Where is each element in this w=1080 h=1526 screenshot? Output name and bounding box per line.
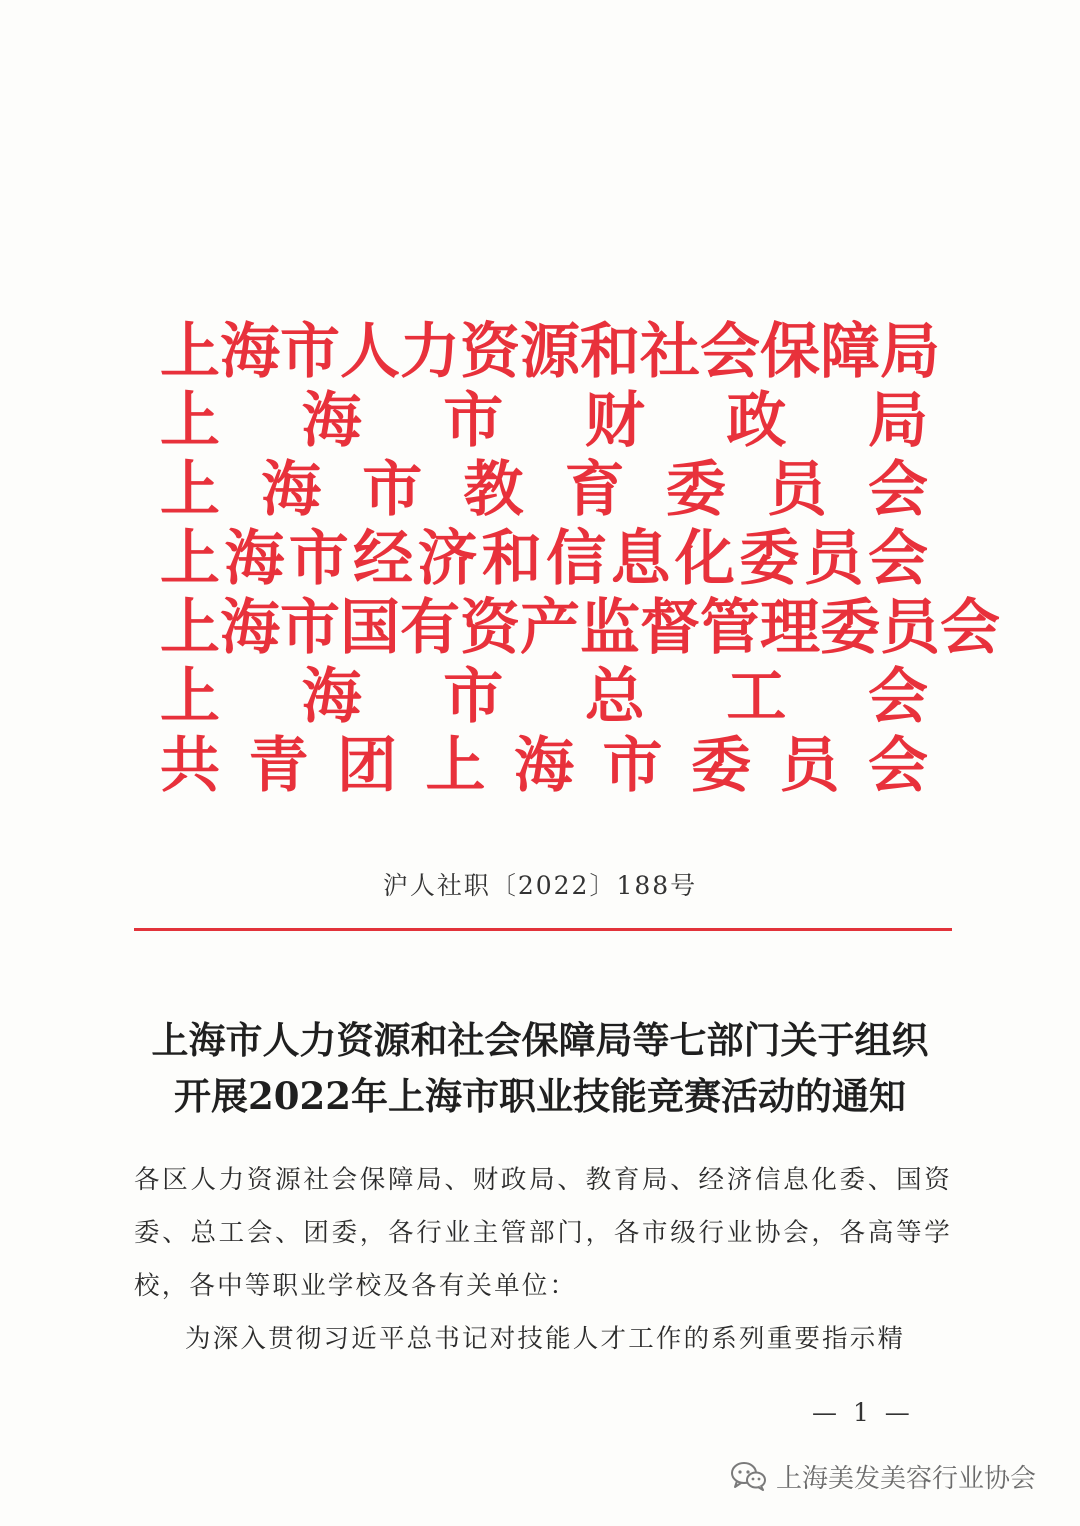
red-divider-line <box>134 928 952 931</box>
watermark-text: 上海美发美容行业协会 <box>776 1463 1037 1494</box>
issuer-line: 共 青 团 上 海 市 委 员 会 <box>160 731 928 801</box>
addressee-paragraph: 各区人力资源社会保障局、财政局、教育局、经济信息化委、国资委、总工会、团委，各行业主管部门，各市级行业协会，各高等学校，各中等职业学校及各有关单位： <box>134 1165 952 1301</box>
issuer-line: 上 海 市 经 济 和 信 息 化 委 员 会 <box>160 524 928 594</box>
notice-title <box>100 1012 980 1124</box>
document-number: 沪人社职〔2022〕188号 <box>382 871 698 900</box>
issuer-line: 上 海 市 教 育 委 员 会 <box>160 455 928 525</box>
body-paragraph: 为深入贯彻习近平总书记对技能人才工作的系列重要指示精 <box>185 1324 906 1354</box>
issuer-line: 上 海 市 财 政 局 <box>160 386 928 456</box>
source-watermark <box>730 1456 1036 1496</box>
page-number: — 1 — <box>812 1398 914 1427</box>
wechat-icon <box>730 1460 768 1492</box>
issuing-authorities <box>160 317 1000 801</box>
title-line: 上海市人力资源和社会保障局等七部门关于组织 <box>151 1018 929 1062</box>
title-line: 开展2022年上海市职业技能竞赛活动的通知 <box>174 1074 906 1118</box>
issuer-line: 上 海 市 国 有 资 产 监 督 管 理 委 员 会 <box>160 593 1000 663</box>
issuer-line: 上 海 市 人 力 资 源 和 社 会 保 障 局 <box>160 317 940 387</box>
issuer-line: 上 海 市 总 工 会 <box>160 662 928 732</box>
notice-body <box>134 1154 952 1366</box>
